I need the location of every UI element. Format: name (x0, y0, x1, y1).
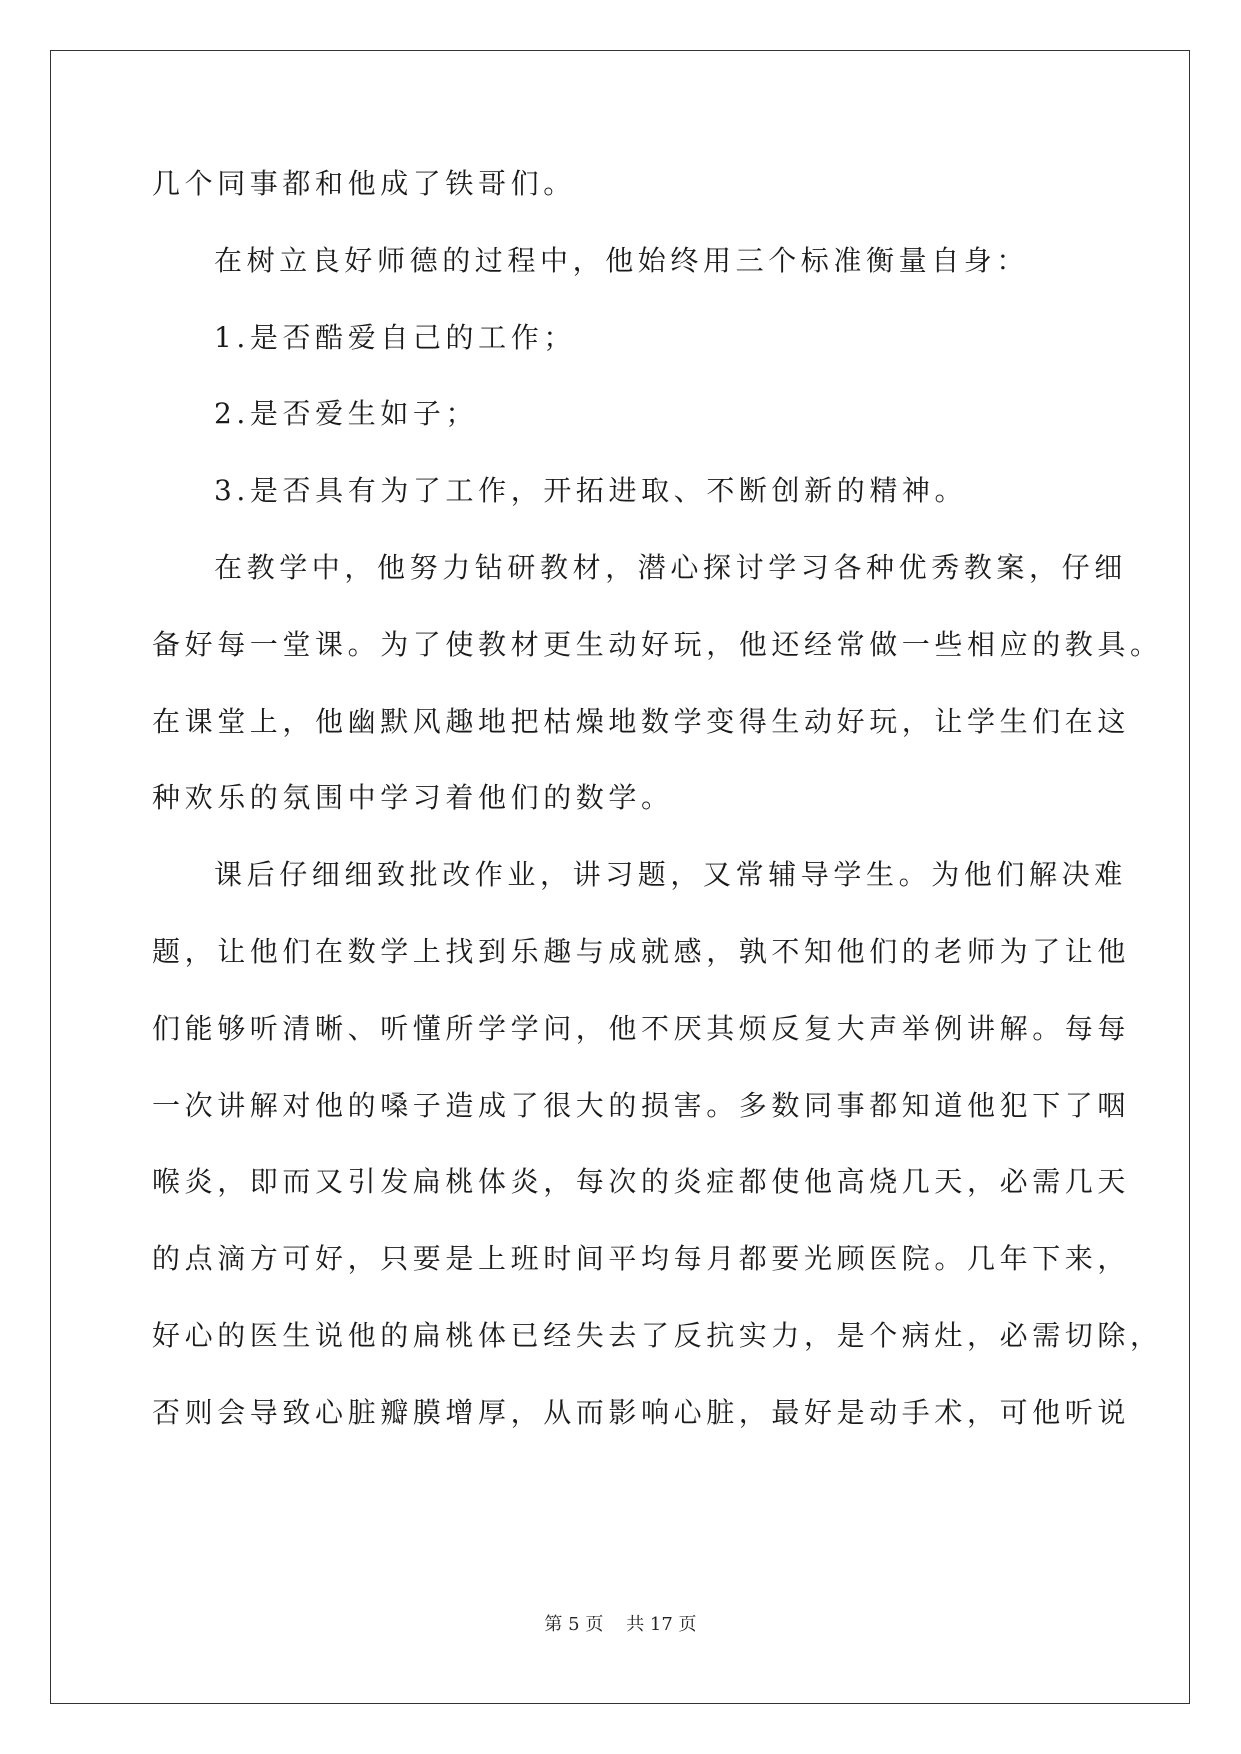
document-body (152, 154, 1163, 1460)
text-line (152, 999, 1131, 1076)
text-line (152, 692, 1131, 769)
text-line-content: 们能够听清晰、听懂所学学问，他不厌其烦反复大声举例讲解。每每 (152, 1011, 1131, 1045)
text-line-content: 喉炎，即而又引发扁桃体炎，每次的炎症都使他高烧几天，必需几天 (152, 1165, 1131, 1199)
text-line (152, 538, 1127, 615)
text-line (152, 231, 1092, 308)
text-line (152, 1229, 1131, 1306)
text-line-content: 课后仔细细致批改作业，讲习题，又常辅导学生。为他们解决难 (214, 858, 1127, 892)
text-line (152, 922, 1131, 999)
text-line (152, 1076, 1131, 1153)
text-line-content: 3.是否具有为了工作，开拓进取、不断创新的精神。 (214, 474, 968, 508)
text-line (152, 1152, 1131, 1229)
text-line (152, 845, 1127, 922)
text-line-content: 好心的医生说他的扁桃体已经失去了反抗实力，是个病灶，必需切除， (152, 1318, 1163, 1352)
text-line (152, 154, 1092, 231)
text-line-content: 题，让他们在数学上找到乐趣与成就感，孰不知他们的老师为了让他 (152, 934, 1131, 968)
text-line-content: 种欢乐的氛围中学习着他们的数学。 (152, 781, 674, 815)
text-line (152, 308, 1092, 385)
text-line-content: 一次讲解对他的嗓子造成了很大的损害。多数同事都知道他犯下了咽 (152, 1088, 1131, 1122)
text-line (152, 768, 1092, 845)
text-line-content: 备好每一堂课。为了使教材更生动好玩，他还经常做一些相应的教具。 (152, 627, 1163, 661)
text-line-content: 2.是否爱生如子； (214, 397, 479, 431)
text-line-content: 否则会导致心脏瓣膜增厚，从而影响心脏，最好是动手术，可他听说 (152, 1395, 1131, 1429)
page-footer (0, 1610, 1241, 1636)
text-line (152, 615, 1163, 692)
text-line-content: 的点滴方可好，只要是上班时间平均每月都要光顾医院。几年下来， (152, 1242, 1131, 1276)
text-line-content: 在树立良好师德的过程中，他始终用三个标准衡量自身： (214, 243, 1030, 277)
page-number-label: 第 5 页 共 17 页 (544, 1614, 697, 1635)
text-line-content: 几个同事都和他成了铁哥们。 (152, 167, 576, 200)
text-line (152, 1383, 1131, 1460)
text-line (152, 384, 1092, 461)
text-line-content: 在课堂上，他幽默风趣地把枯燥地数学变得生动好玩，让学生们在这 (152, 704, 1131, 738)
text-line (152, 461, 1092, 538)
text-line-content: 在教学中，他努力钻研教材，潜心探讨学习各种优秀教案，仔细 (214, 550, 1127, 584)
text-line-content: 1.是否酷爱自己的工作； (214, 320, 576, 354)
text-line (152, 1306, 1163, 1383)
